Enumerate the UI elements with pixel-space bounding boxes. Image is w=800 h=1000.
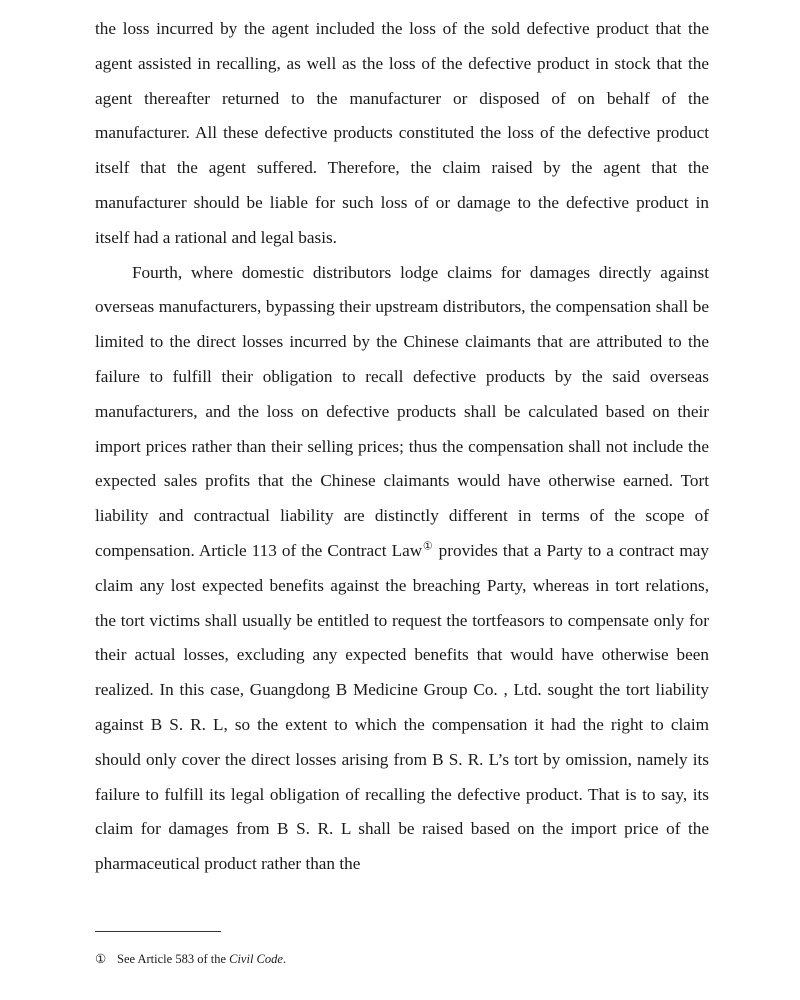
footnote-divider — [95, 931, 221, 932]
paragraph-continuation: the loss incurred by the agent included the loss of the sold defective product that the agent assisted in recalling, as well as the loss of the defective product in stock that the agent thereafter returned to the manufacturer or disposed of on behalf of the manufacturer. All these defective products constituted the loss of the defective product itself that the agent suffered. Therefore, the claim raised by the agent that the manufacturer should be liable for such loss of or damage to the defective product in itself had a rational and legal basis. — [95, 19, 709, 247]
footnote-text: See Article 583 of the — [117, 952, 230, 966]
paragraph-fourth-text-start: Fourth, where domestic distributors lodge claims for damages directly against overseas manufacturers, bypassing their upstream distributors, the compensation shall be limited to the direct losses incurred by the Chinese claimants that are attributed to the failure to fulfill their obligation to recall defective products by the said overseas manufacturers, and the loss on defective products shall be calculated based on their import prices rather than their selling prices; thus the compensation shall not include the expected sales profits that the Chinese claimants would have otherwise earned. Tort liability and contractual liability are distinctly different in terms of the scope of compensation. Article 113 of the Contract Law — [95, 262, 709, 560]
footnote — [95, 950, 286, 968]
footnote-mark: ① — [95, 952, 107, 966]
footnote-reference[interactable]: ① — [422, 540, 434, 553]
footnote-italic-title: Civil Code — [229, 952, 283, 966]
document-body — [95, 12, 709, 882]
paragraph-fourth-text-end: provides that a Party to a contract may claim any lost expected benefits against the breaching Party, whereas in tort relations, the tort victims shall usually be entitled to request the tortfeasors to compensate only for their actual losses, excluding any expected benefits that would have otherwise been realized. In this case, Guangdong B Medicine Group Co. , Ltd. sought the tort liability against B S. R. L, so the extent to which the compensation it had the right to claim should only cover the direct losses arising from B S. R. L’s tort by omission, namely its failure to fulfill its legal obligation of recalling the defective product. That is to say, its claim for damages from B S. R. L shall be raised based on the import price of the pharmaceutical product rather than the — [95, 540, 709, 874]
footnote-end: . — [282, 952, 287, 966]
paragraph-fourth — [95, 256, 709, 882]
